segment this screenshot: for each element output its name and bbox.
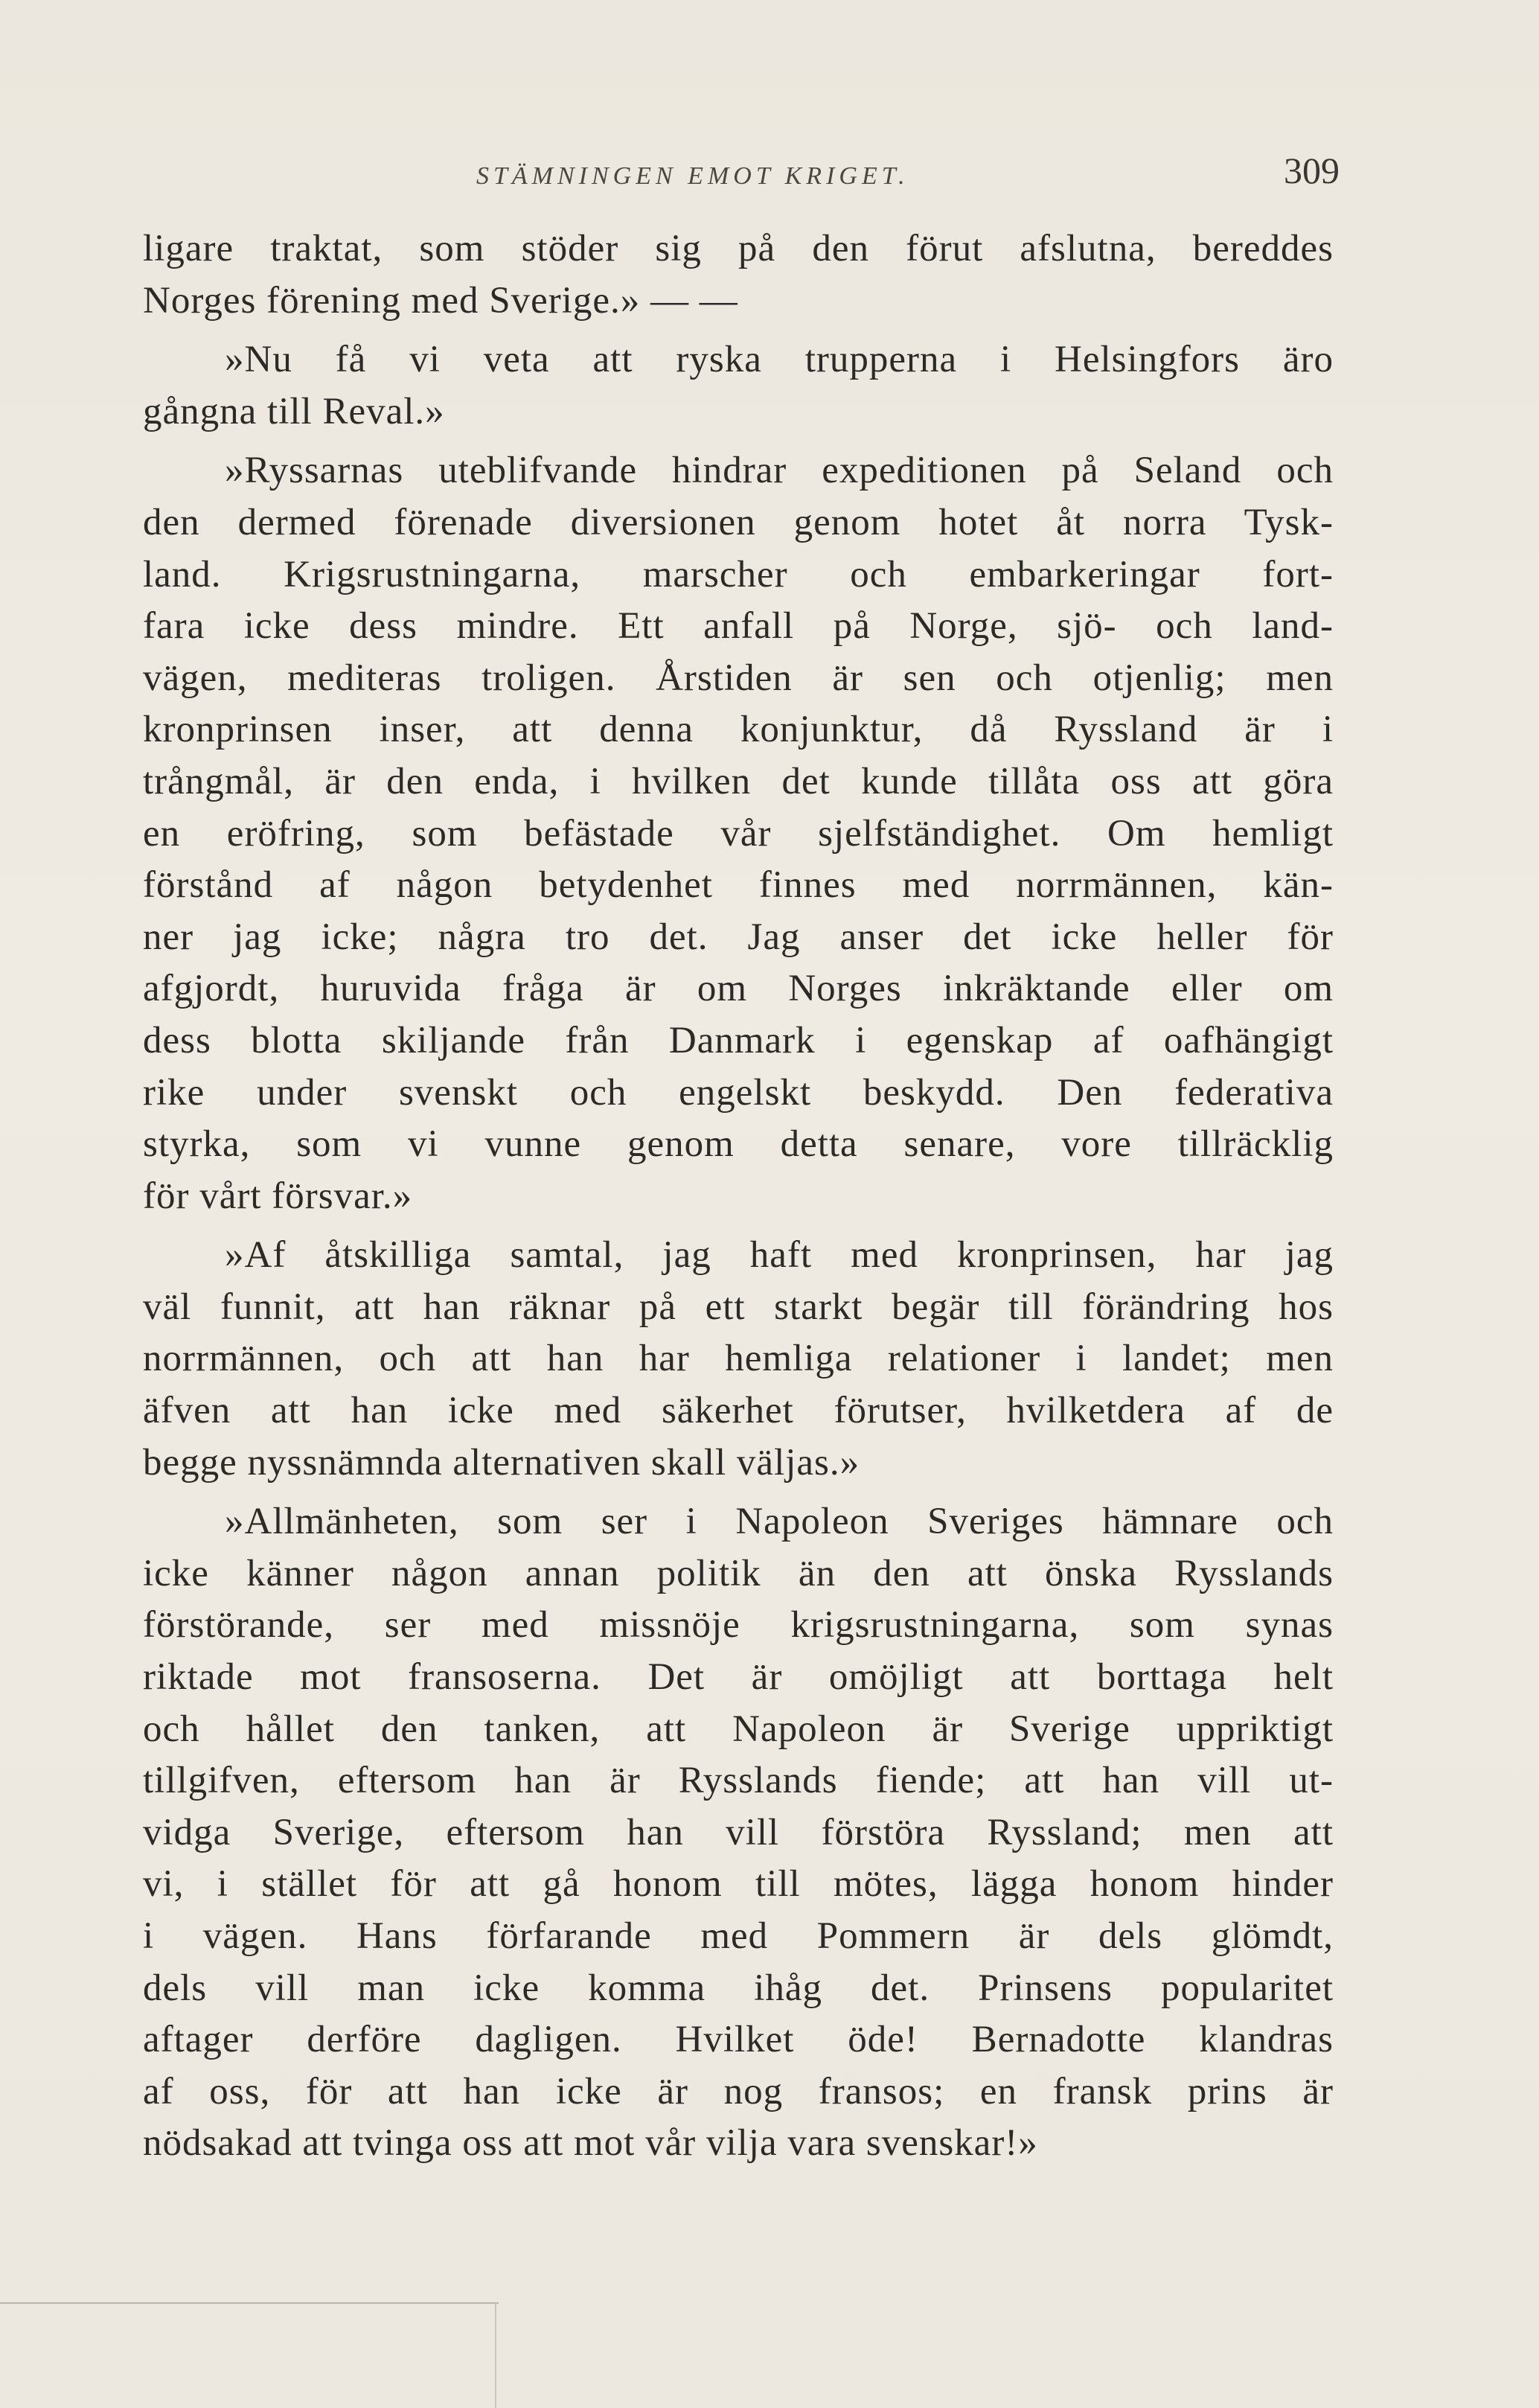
text-line: vidga Sverige, eftersom han vill förstöra Ryssland; men att: [143, 1811, 1334, 1853]
text-line: riktade mot fransoserna. Det är omöjligt att borttaga helt: [143, 1656, 1334, 1699]
paragraph: [143, 223, 1334, 327]
paragraph: [143, 1230, 1334, 1489]
text-line: dess blotta skiljande från Danmark i egenskap af oafhängigt: [143, 1019, 1334, 1061]
text-line: af oss, för att han icke är nog fransos; en fransk prins är: [143, 2070, 1334, 2112]
text-line: väl funnit, att han räknar på ett starkt begär till förändring hos: [143, 1286, 1334, 1328]
text-line: fara icke dess mindre. Ett anfall på Norge, sjö- och land-: [143, 605, 1334, 648]
page-number: 309: [1284, 150, 1340, 191]
scan-edge-line: [0, 2302, 499, 2304]
paragraph-gap: [143, 1222, 1334, 1230]
text-line: förstånd af någon betydenhet finnes med norrmännen, kän-: [143, 864, 1334, 907]
text-line: den dermed förenade diversionen genom hotet åt norra Tysk-: [143, 501, 1334, 543]
text-line: norrmännen, och att han har hemliga relationer i landet; men: [143, 1338, 1334, 1380]
text-line: och hållet den tanken, att Napoleon är Sverige uppriktigt: [143, 1708, 1334, 1750]
text-line: tillgifven, eftersom han är Rysslands fiende; att han vill ut-: [143, 1760, 1334, 1802]
text-line: ligare traktat, som stöder sig på den förut afslutna, bereddes: [143, 228, 1334, 269]
text-line: ner jag icke; några tro det. Jag anser det icke heller för: [143, 916, 1334, 958]
text-line: »Af åtskilliga samtal, jag haft med kronprinsen, har jag: [225, 1234, 1334, 1277]
paragraph: [143, 334, 1334, 438]
text-line: afgjordt, huruvida fråga är om Norges inkräktande eller om: [143, 968, 1334, 1010]
text-line: äfven att han icke med säkerhet förutser, hvilketdera af de: [143, 1390, 1334, 1432]
text-line: aftager derföre dagligen. Hvilket öde! Bernadotte klandras: [143, 2019, 1334, 2061]
text-line: för vårt försvar.»: [143, 1175, 413, 1217]
paragraph-gap: [143, 438, 1334, 445]
paragraph-gap: [143, 327, 1334, 334]
text-line: rike under svenskt och engelskt beskydd. Den federativa: [143, 1071, 1334, 1114]
paragraph-gap: [143, 1489, 1334, 1496]
text-line: »Allmänheten, som ser i Napoleon Sveriges hämnare och: [225, 1501, 1334, 1543]
text-line: »Nu få vi veta att ryska trupperna i Helsingfors äro: [225, 339, 1334, 381]
scan-edge-line-vertical: [495, 2302, 496, 2408]
text-line: dels vill man icke komma ihåg det. Prinsens popularitet: [143, 1967, 1334, 2009]
text-line: Norges förening med Sverige.» — —: [143, 279, 738, 322]
page-header: [149, 149, 1340, 208]
text-line: land. Krigsrustningarna, marscher och embarkeringar fort-: [143, 553, 1334, 595]
text-line: kronprinsen inser, att denna konjunktur, då Ryssland är i: [143, 709, 1334, 751]
text-line: begge nyssnämnda alternativen skall väljas.»: [143, 1441, 860, 1484]
text-line: vi, i stället för att gå honom till mötes, lägga honom hinder: [143, 1863, 1334, 1906]
paragraph: [143, 445, 1334, 1222]
text-line: styrka, som vi vunne genom detta senare, vore tillräcklig: [143, 1123, 1334, 1166]
text-line: i vägen. Hans förfarande med Pommern är dels glömdt,: [143, 1915, 1334, 1957]
paragraph: [143, 1496, 1334, 2170]
body-text: [143, 223, 1334, 2170]
running-title: STÄMNINGEN EMOT KRIGET.: [476, 162, 909, 190]
text-line: gångna till Reval.»: [143, 390, 445, 432]
text-line: förstörande, ser med missnöje krigsrustningarna, som synas: [143, 1604, 1334, 1647]
text-line: vägen, mediteras troligen. Årstiden är sen och otjenlig; men: [143, 657, 1334, 699]
text-line: en eröfring, som befästade vår sjelfständighet. Om hemligt: [143, 812, 1334, 855]
text-line: icke känner någon annan politik än den att önska Rysslands: [143, 1552, 1334, 1594]
text-line: »Ryssarnas uteblifvande hindrar expeditionen på Seland och: [225, 450, 1334, 492]
text-line: trångmål, är den enda, i hvilken det kunde tillåta oss att göra: [143, 760, 1334, 802]
text-line: nödsakad att tvinga oss att mot vår vilja vara svenskar!»: [143, 2122, 1038, 2165]
